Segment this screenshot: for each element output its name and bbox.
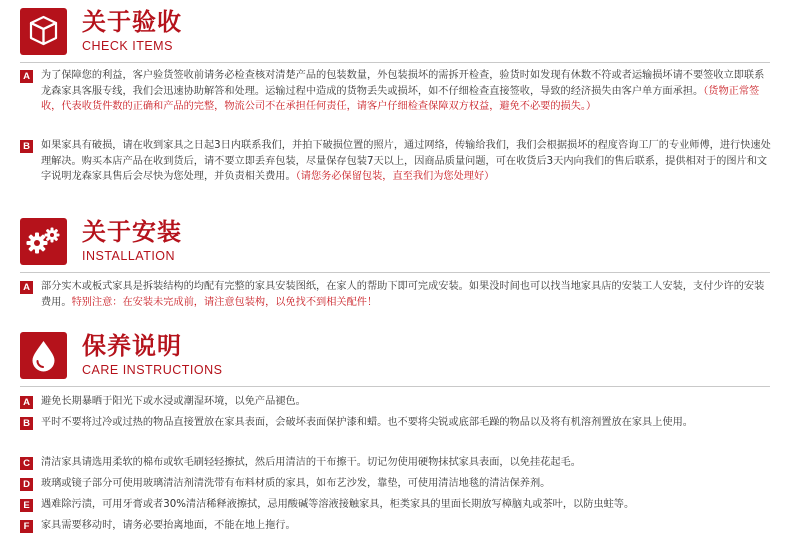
item-text: 平时不要将过冷或过热的物品直接置放在家具表面，会破坏表面保护漆和蜡。也不要将尖锐或底部毛躁的物品以及将有机溶剂置放在家具上使用。 [41,417,693,428]
item-warning: 特别注意：在安装未完成前，请注意包装构，以免找不到相关配件！ [71,296,378,308]
item-warning: （请您务必保留包装，直至我们为您处理好） [295,171,495,183]
check-items-header [0,8,790,64]
section-subtitle: CARE INSTRUCTIONS [82,363,223,377]
item-warning: （货物正常签收，代表收货件数的正确和产品的完整，物流公司不在承担任何责任，请客户仔细检查保障双方权益，避免不必要的损失。） [41,85,760,113]
list-item [20,497,772,513]
item-badge: A [20,396,33,409]
list-item [20,68,772,115]
item-badge: D [20,478,33,491]
item-text: 避免长期暴晒于阳光下或水浸或潮湿环境，以免产品褪色。 [41,396,306,407]
divider [20,272,770,273]
care-section [0,332,790,388]
list-item [20,279,772,310]
item-text: 玻璃或镜子部分可使用玻璃清洁剂清洗带有布料材质的家具，如布艺沙发，靠垫，可使用清洁地毯的清洁保养剂。 [41,478,551,489]
box-icon [20,8,67,55]
gears-icon [20,218,67,265]
section-subtitle: CHECK ITEMS [82,39,173,53]
check-items-section [0,8,790,64]
item-badge: A [20,70,33,83]
section-title: 关于安装 [82,218,182,246]
item-badge: A [20,281,33,294]
item-text: 家具需要移动时，请务必要抬离地面，不能在地上拖行。 [41,520,296,531]
list-item [20,138,772,185]
list-item [20,476,772,492]
section-title: 保养说明 [82,332,182,360]
item-badge: F [20,520,33,533]
item-badge: E [20,499,33,512]
item-badge: C [20,457,33,470]
water-drop-icon [20,332,67,379]
divider [20,386,770,387]
section-subtitle: INSTALLATION [82,249,176,263]
section-title: 关于验收 [82,8,182,36]
installation-section [0,218,790,274]
list-item [20,518,772,534]
item-text: 为了保障您的利益，客户验货签收前请务必检查核对清楚产品的包装数量，外包装损坏的需拆开检查，验货时如发现有休数不符或者运输损坏请不要签收立即联系龙森家具客服专线，我们会迅速协助解答和处理。运输过程中造成的货物丢失或损坏，如不仔细检查直接签收，导致的经济损失由客户单方面承担。（货物正常签收，代表收货件数的正确和产品的完整，物流公司不在承担任何责任，请客户仔细检查保障双方权益，避免不必要的损失。） [41,70,765,113]
list-item [20,455,772,471]
divider [20,62,770,63]
item-text: 清洁家具请选用柔软的棉布或软毛刷轻轻擦拭，然后用清洁的干布擦干。切记勿使用硬物抹拭家具表面，以免挂花起毛。 [41,457,581,468]
item-text: 部分实木或板式家具是拆装结构的均配有完整的家具安装图纸，在家人的帮助下即可完成安装。如果没时间也可以找当地家具店的安装工人安装，支付少许的安装费用。特别注意：在安装未完成前，请注意包装构，以免找不到相关配件！ [41,281,765,308]
item-text: 遇难除污渍，可用牙膏或者30%清洁稀释液擦拭，忌用酸碱等溶液接触家具，柜类家具的里面长期放写樟脑丸或茶叶，以防虫蛀等。 [41,499,635,510]
list-item [20,415,772,431]
item-text: 如果家具有破损，请在收到家具之日起3日内联系我们，并拍下破损位置的照片，通过网络，传输给我们，我们会根据损坏的程度咨询工厂的专业师傅，进行快速处理解决。购买本店产品在收到货后，请不要立即丢弃包装，尽量保存包装7天以上，因商品质量问题，可在收货后3天内向我们的售后联系，提供相对于的图片和文字说明龙森家具售后会尽快为您处理，并负责相关费用。（请您务必保留包装，直至我们为您处理好） [41,140,771,183]
list-item [20,394,772,410]
installation-header [0,218,790,274]
care-header [0,332,790,388]
item-badge: B [20,140,33,153]
item-badge: B [20,417,33,430]
